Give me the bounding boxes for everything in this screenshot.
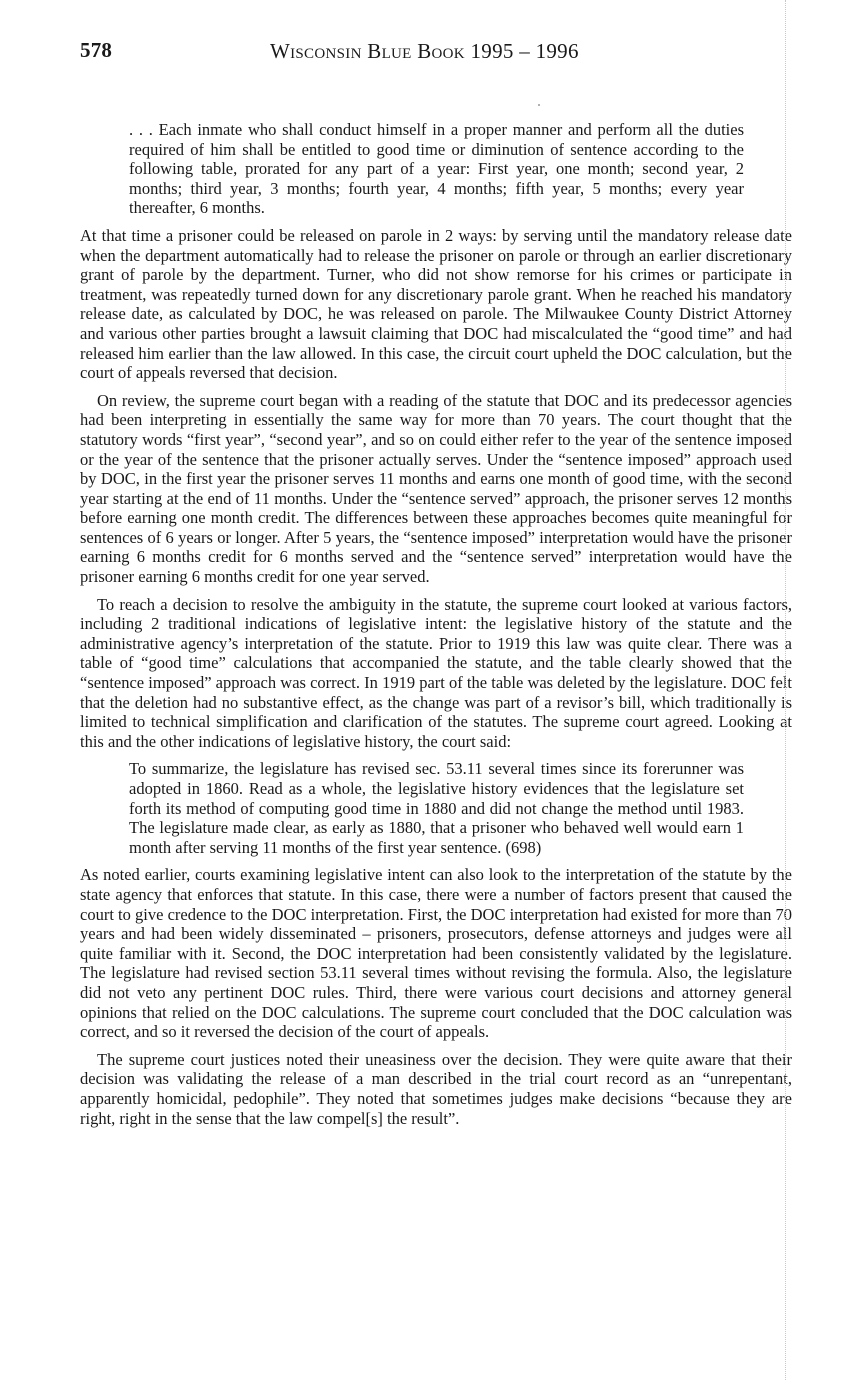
scan-margin-line bbox=[785, 0, 787, 1380]
court-quote: To summarize, the legislature has revised sec. 53.11 several times since its forerunner was adopted in 1860. Read as a whole, the legislative history evidences that the legislature set forth its method of computing good time in 1880 and did not change the method until 1983. The legislature made clear, as early as 1880, that a prisoner who behaved well would earn 1 month after serving 11 months of the first year sentence. (698) bbox=[129, 759, 744, 857]
running-head-years: 1995 – 1996 bbox=[470, 39, 579, 63]
paragraph-supreme-court-review: On review, the supreme court began with a reading of the statute that DOC and its predecessor agencies had been interpreting in essentially the same way for more than 70 years. The court thought that the statutory words “first year”, “second year”, and so on could either refer to the year of the sentence imposed or the year of the sentence that the prisoner actually serves. Under the “sentence imposed” approach used by DOC, in the first year the prisoner serves 11 months and earns one month of good time, with the second year starting at the end of 11 months. Under the “sentence served” approach, the prisoner serves 12 months before earning one month credit. The differences between these approaches becomes quite meaningful for sentences of 6 years or longer. After 5 years, the “sentence imposed” interpretation would have the prisoner earning 6 months credit for 6 months served and the “sentence served” interpretation would have the prisoner earning 6 months credit for one year served. bbox=[80, 390, 792, 587]
paragraph-agency-interpretation: As noted earlier, courts examining legislative intent can also look to the interpretation of the statute by the state agency that enforces that statute. In this case, there were a number of factors present that caused the court to give credence to the DOC interpretation. First, the DOC interpretation had existed for more than 70 years and had been widely disseminated – prisoners, prosecutors, defense attorneys and judges were all quite familiar with it. Second, the DOC interpretation had been consistently validated by the legislature. The legislature had revised section 53.11 several times without revising the formula. Also, the legislature did not veto any pertinent DOC rules. Third, there were various court decisions and attorney general opinions that relied on the DOC calculations. The supreme court concluded that the DOC calculation was correct, and so it reversed the decision of the court of appeals. bbox=[80, 865, 792, 1042]
paragraph-parole: At that time a prisoner could be released on parole in 2 ways: by serving until the mandatory release date when the department automatically had to release the prisoner on parole or through an earlier discretionary grant of parole by the department. Turner, who did not show remorse for his crimes or participate in treatment, was repeatedly turned down for any discretionary parole grant. When he reached his mandatory release date, as calculated by DOC, he was released on parole. The Milwaukee County District Attorney and various other parties brought a lawsuit claiming that DOC had miscalculated the “good time” and had released him earlier than the law allowed. In this case, the circuit court upheld the DOC calculation, but the court of appeals reversed that decision. bbox=[80, 225, 792, 383]
running-head bbox=[270, 39, 579, 64]
page-number: 578 bbox=[80, 38, 113, 62]
statute-quote: . . . Each inmate who shall conduct himself in a proper manner and perform all the duties required of him shall be entitled to good time or diminution of sentence according to the following table, prorated for any part of a year: First year, one month; second year, 2 months; third year, 3 months; fourth year, 4 months; fifth year, 5 months; every year thereafter, 6 months. bbox=[129, 120, 744, 218]
paragraph-legislative-history: To reach a decision to resolve the ambiguity in the statute, the supreme court looked at various factors, including 2 traditional indications of legislative intent: the legislative history of the statute and the administrative agency’s interpretation of the statute. Prior to 1919 this law was quite clear. There was a table of “good time” calculations that accompanied the statute, and the table clearly showed that the “sentence imposed” approach was correct. In 1919 part of the table was deleted by the legislature. DOC felt that the deletion had no substantive effect, as the change was part of a revisor’s bill, which traditionally is limited to technical simplification and clarification of the statutes. The supreme court agreed. Looking at this and the other indications of legislative history, the court said: bbox=[80, 594, 792, 751]
scan-speck bbox=[538, 104, 540, 106]
running-head-b1: B bbox=[367, 39, 382, 63]
body-text bbox=[80, 120, 792, 1136]
running-head-book: ook bbox=[431, 39, 465, 63]
running-head-blue: lue bbox=[381, 39, 412, 63]
running-head-w: W bbox=[270, 39, 291, 63]
running-head-wisconsin: isconsin bbox=[290, 39, 362, 63]
running-head-b2: B bbox=[417, 39, 432, 63]
paragraph-justices-uneasiness: The supreme court justices noted their uneasiness over the decision. They were quite aware that their decision was validating the release of a man described in the trial court record as an “unrepentant, apparently homicidal, pedophile”. They noted that sometimes judges make decisions “because they are right, right in the sense that the law compel[s] the result”. bbox=[80, 1049, 792, 1128]
